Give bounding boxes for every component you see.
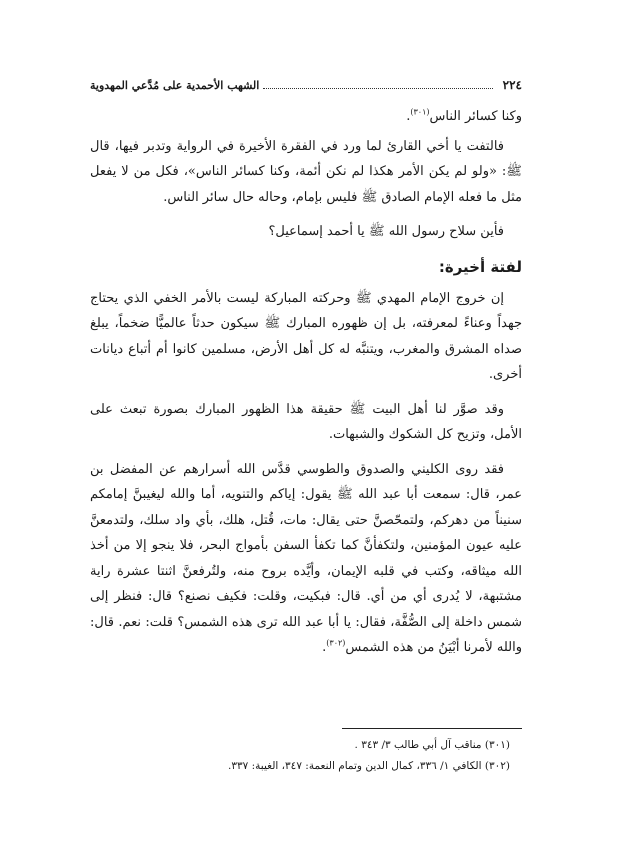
dotted-leader [263,88,492,89]
paragraph-6 [90,457,522,661]
paragraph-1-end: . [406,109,411,124]
paragraph-5: وقد صوَّر لنا أهل البيت ﷺ حقيقة هذا الظهور المبارك بصورة تبعث على الأمل، وتزيح كل الشكوك والشبهات. [90,401,522,442]
footnote-divider [342,728,522,729]
paragraph-3: فأين سلاح رسول الله ﷺ يا أحمد إسماعيل؟ [268,224,504,239]
section-heading: لفتة أخيرة: [438,257,522,276]
paragraph-6-end: . [322,640,327,655]
page-number: ٢٢٤ [502,78,522,92]
paragraph-4: إن خروج الإمام المهدي ﷺ وحركته المباركة ليست بالأمر الخفي الذي يحتاج جهداً وعناءً لمعرفته، بل إن ظهوره المبارك ﷺ سيكون حدثاً عالميًّا ضخماً، يبلغ صداه المشرق والمغرب، ويتنبَّه له كل أهل الأرض، مسلمين كانوا أم أتباع ديانات أخرى. [90,290,522,382]
paragraph-6-text: فقد روى الكليني والصدوق والطوسي قدَّس الله أسرارهم عن المفضل بن عمر، قال: سمعت أبا عبد الله ﷺ يقول: إياكم والتنويه، أما والله ليغيبنَّ إمامكم سنيناً من دهركم، ولتمحّصنَّ حتى يقال: مات، قُتل، هلك، بأي واد سلك، ولتدمعنَّ عليه عيون المؤمنين، ولتكفأنَّ كما تكفأ السفن بأمواج البحر، فلا ينجو إلا من أخذ الله ميثاقه، وكتب في قلبه الإيمان، وأيَّده بروح منه، ولتُرفعنَّ اثنتا عشرة راية مشتبهة، لا يُدرى أي من أي. قال: فبكيت، وقلت: فكيف نصنع؟ قال: فنظر إلى شمس داخلة إلى الصُّفَّة، فقال: يا أبا عبد الله ترى هذه الشمس؟ قلت: نعم. قال: والله لأمرنا أبْيَنُ من هذه الشمس [90,461,522,655]
main-text [90,104,522,670]
paragraph-2: فالتفت يا أخي القارئ لما ورد في الفقرة الأخيرة في الرواية وتدبر فيها، قال ﷺ: «ولو لم يكن الأمر هكذا لم نكن أئمة، وكنا كسائر الناس»، فكل من لا يفعل مثل ما فعله الإمام الصادق ﷺ فليس بإمام، وحاله حال سائر الناس. [90,138,522,205]
running-header [90,78,522,98]
footnote-ref-302: (٣٠٢) [326,638,346,648]
paragraph-1 [90,104,522,130]
footnote-ref-301: (٣٠١) [410,107,430,117]
footnote-301: (٣٠١) مناقب آل أبي طالب ٣/ ٣٤٣ . [354,739,510,751]
footnotes [90,735,522,777]
footnote-302: (٣٠٢) الكافي ١/ ٣٣٦، كمال الدين وتمام النعمة: ٣٤٧، الغيبة: ٣٣٧. [228,760,510,772]
running-title: الشهب الأحمدية على مُدَّعي المهدوية [90,79,260,92]
paragraph-1-text: وكنا كسائر الناس [429,109,522,124]
